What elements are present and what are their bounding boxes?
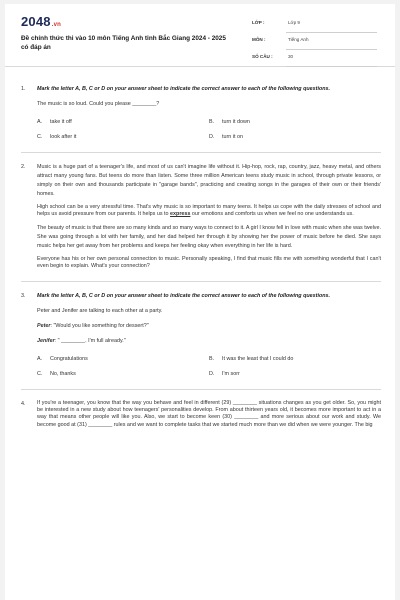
question-number: 3.	[21, 292, 26, 299]
passage-paragraph: Music is a huge part of a teenager's life, and most of us can't imagine life without it. Hip-hop, rock, rap, country, jazz, heavy metal, and others attract many young fans. But teens do more than listen. Some three million American teens study music in school, through private lessons, or simply on their own and thousands participate in "garage bands", practicing and creating songs in the garages of their own or their friends' homes.	[37, 164, 381, 197]
option-b[interactable]: B. turn it down	[209, 119, 250, 125]
dialogue-intro: Peter and Jenifer are talking to each other at a party.	[37, 307, 163, 314]
divider	[21, 281, 381, 282]
question-list	[5, 66, 395, 600]
passage-paragraph: The beauty of music is that there are so many kinds and so many ways to connect to it. A girl I know fell in love with music when she was twelve. She was going through a lot with her family, and her dad helped her through it by showing her the power of music before he died. She says music helps her get away from her problems and keeps her feeling okay when everything in her life is hard.	[37, 224, 381, 249]
question-stem: The music is so loud. Could you please ________?	[37, 101, 160, 107]
speaker-name: Peter	[37, 322, 51, 329]
passage-paragraph: If you're a teenager, you know that the way you behave and feel in different (29) ________ situations changes as you get older. So, you might be interested in a new study about how teenagers' personalities develop. From about thirteen years old, it becomes more important to act in a way that means other people will like you. Also, we start to become keen (30) ________ and more serious about our work and study. We become good at (31) ________ rules and we want to complete tasks that we started much more than we did when we were younger. The big	[37, 399, 381, 428]
option-a[interactable]: A. take it off	[37, 119, 72, 125]
question-instruction: Mark the letter A, B, C or D on your answer sheet to indicate the correct answer to each of the following questions.	[37, 86, 331, 92]
option-d[interactable]: D. turn it on	[209, 134, 243, 140]
info-label: MÔN :	[252, 37, 266, 42]
option-a[interactable]: A. Congratulations	[37, 355, 88, 362]
page-title: Đề chính thức thi vào 10 môn Tiếng Anh tỉnh Bắc Giang 2024 - 2025 có đáp án	[21, 35, 226, 51]
passage-paragraph: High school can be a very stressful time. That's why music is so important to many teens. It helps us cope with the daily stresses of school and helps us avoid pressure from our parents. It helps us to express our emotions and comforts us when we feel no one understands us.	[37, 204, 381, 218]
option-d[interactable]: D. I'm sorr	[209, 370, 240, 377]
question-instruction: Mark the letter A, B, C or D on your answer sheet to indicate the correct answer to each of the following questions.	[37, 292, 331, 299]
info-row-class	[252, 17, 377, 34]
question-number: 2.	[21, 164, 26, 170]
document-page	[5, 4, 395, 600]
info-label: SỐ CÂU :	[252, 54, 273, 59]
divider	[21, 389, 381, 390]
question-3	[21, 292, 381, 390]
answer-options	[37, 118, 381, 142]
speaker-name: Jenifer	[37, 337, 55, 344]
site-logo[interactable]: 2048.vn	[21, 14, 62, 29]
option-c[interactable]: C. look after it	[37, 134, 77, 140]
option-b[interactable]: B. It was the least that I could do	[209, 355, 294, 362]
exam-info-panel	[252, 17, 377, 68]
highlighted-word: express	[170, 211, 191, 218]
document-header	[5, 4, 395, 67]
question-number: 4.	[21, 400, 26, 407]
question-number: 1.	[21, 86, 26, 92]
divider	[21, 152, 381, 153]
question-1	[21, 85, 381, 153]
answer-options	[37, 355, 381, 379]
info-row-subject	[252, 34, 377, 51]
passage-paragraph: Everyone has his or her own personal connection to music. Personally speaking, I find that music fills me with something wonderful that I can't even begin to explain. What's your connection?	[37, 255, 381, 270]
info-value: 30	[286, 51, 377, 67]
info-label: LỚP :	[252, 20, 265, 25]
dialogue-line: Peter: "Would you like something for dessert?"	[37, 322, 149, 329]
dialogue-line: Jenifer: " ________. I'm full already."	[37, 337, 126, 344]
info-value: Lớp 9	[286, 17, 377, 33]
question-4	[21, 400, 381, 430]
info-value: Tiếng Anh	[286, 34, 377, 50]
question-2	[21, 163, 381, 282]
option-c[interactable]: C. No, thanks	[37, 370, 76, 377]
